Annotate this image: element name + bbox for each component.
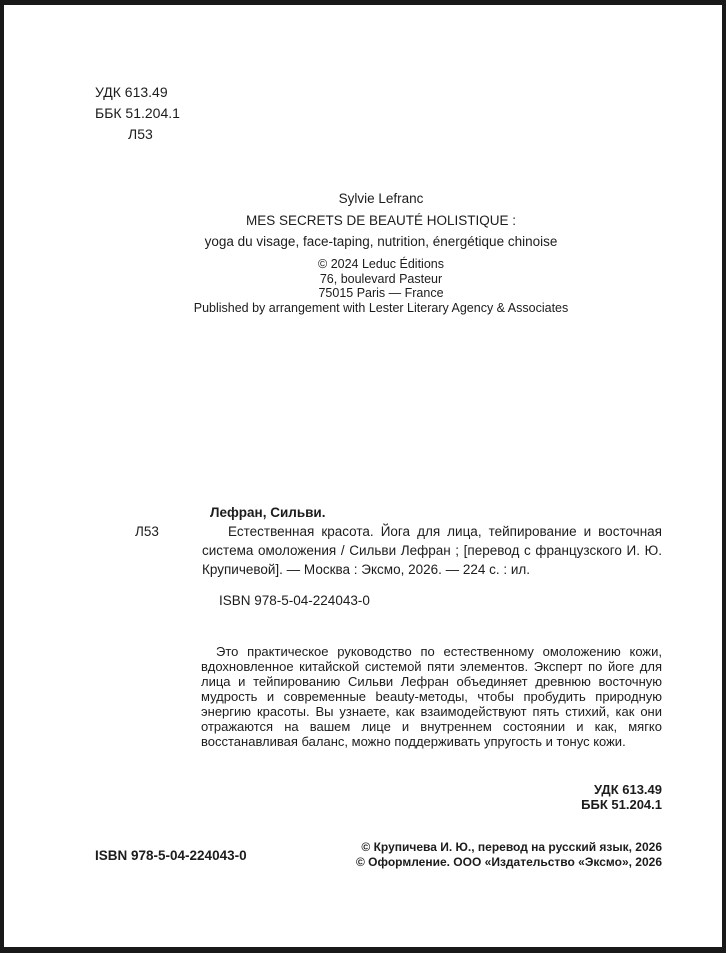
card-description: Естественная красота. Йога для лица, тейпирование и восточная система омоложения / Сильви Лефран ; [перевод с французского И. Ю. Крупичевой]. — Москва : Эксмо, 2026. — 224 с. : ил.: [202, 524, 662, 577]
arrangement-line: Published by arrangement with Lester Literary Agency & Associates: [193, 300, 569, 315]
original-copyright-line: © 2024 Leduc Éditions: [318, 257, 444, 271]
design-copyright-line: © Оформление. ООО «Издательство «Эксмо», 2026: [355, 854, 662, 869]
footer-copyright-block: [201, 840, 662, 869]
translation-copyright-line: © Крупичева И. Ю., перевод на русский язык, 2026: [361, 840, 662, 854]
card-author-code: Л53: [135, 524, 159, 539]
bottom-udk-code: УДК 613.49: [594, 782, 662, 797]
original-author: Sylvie Lefranc: [338, 191, 424, 206]
original-copyright-block: [95, 257, 667, 315]
annotation-paragraph: Это практическое руководство по естественному омоложению кожи, вдохновленное китайской системой пяти элементов. Эксперт по йоге для лица и тейпированию Сильви Лефран объединяет древнюю восточную мудрость и современные beauty-методы, чтобы пробудить природную энергию красоты. Вы узнаете, как взаимодействуют пять стихий, как они отражаются на вашем лице и внутреннем состоянии и как, мягко восстанавливая баланс, можно поддерживать упругость и тонус кожи.: [201, 644, 662, 749]
card-isbn: ISBN 978-5-04-224043-0: [219, 593, 370, 608]
original-edition-title-block: [95, 188, 667, 253]
publisher-address-line-1: 76, boulevard Pasteur: [319, 271, 443, 286]
udk-code: УДК 613.49: [95, 84, 168, 100]
original-subtitle: yoga du visage, face-taping, nutrition, énergétique chinoise: [204, 234, 558, 249]
bottom-bbk-code: ББК 51.204.1: [581, 797, 662, 812]
author-sign-code: Л53: [128, 126, 153, 142]
bbk-code: ББК 51.204.1: [95, 105, 180, 121]
card-author: Лефран, Сильви.: [210, 505, 326, 520]
original-title: MES SECRETS DE BEAUTÉ HOLISTIQUE :: [245, 212, 517, 228]
bottom-classification-codes: [201, 782, 662, 812]
publisher-address-line-2: 75015 Paris — France: [318, 286, 444, 301]
catalog-card: [135, 503, 662, 610]
footer-isbn: ISBN 978-5-04-224043-0: [95, 848, 247, 863]
top-classification-codes: [95, 82, 180, 145]
